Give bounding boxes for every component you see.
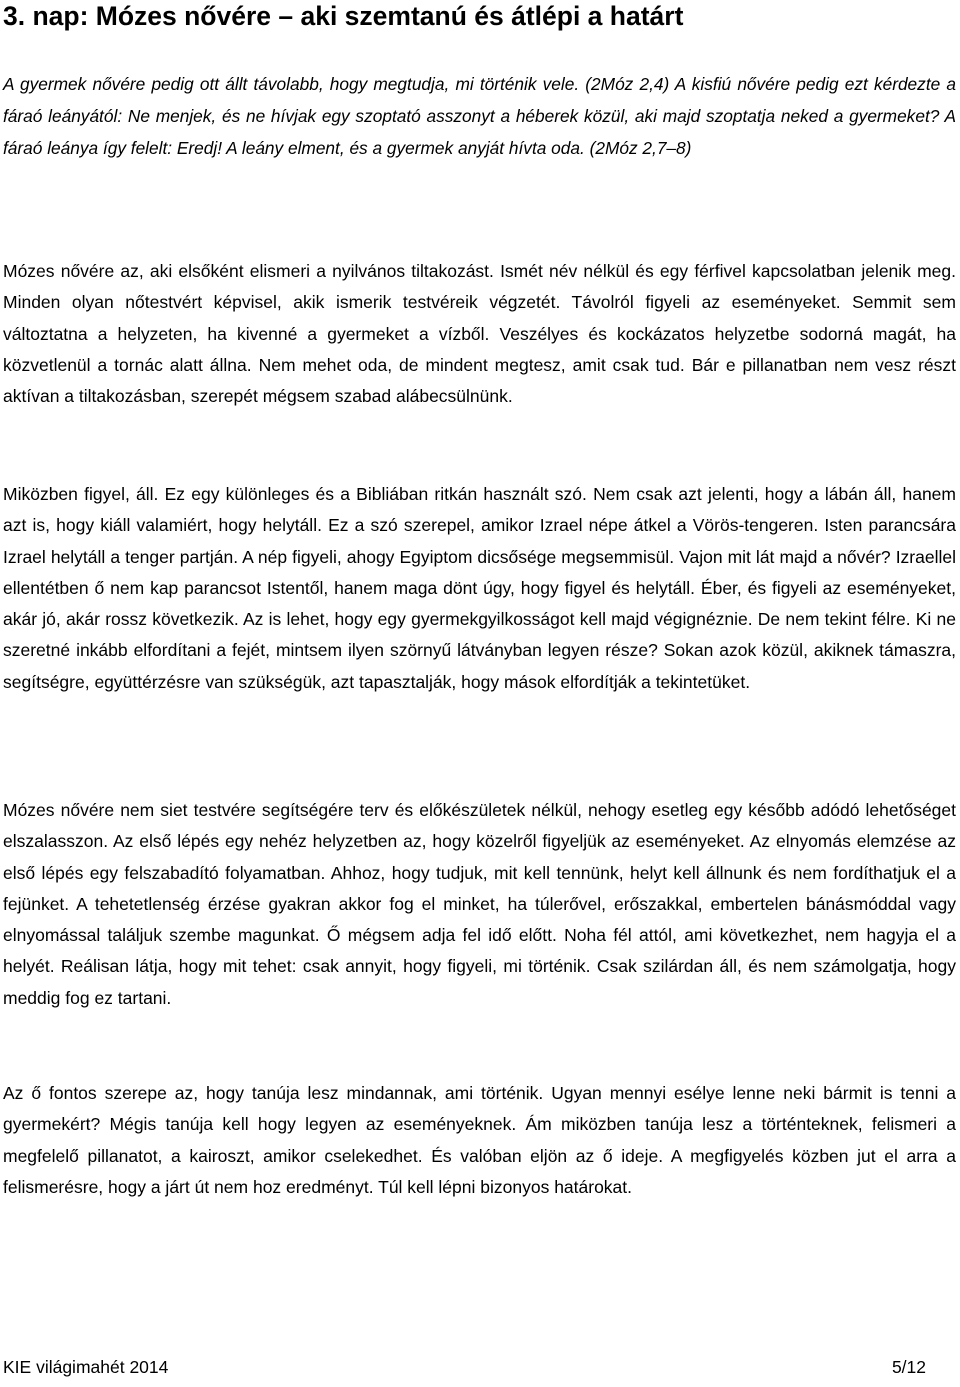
footer-page-number: 5/12 xyxy=(891,1357,926,1377)
body-paragraph-4: Az ő fontos szerepe az, hogy tanúja lesz mindannak, ami történik. Ugyan mennyi esélye lenne neki bármit is tenni a gyermekért? Mégis tanúja kell hogy legyen az eseményeknek. Ám miközben tanúja lesz a történteknek, felismeri a megfelelő pillanatot, a kairoszt, amikor cselekedhet. És valóban eljön az ő ideje. A megfigyelés közben jut el arra a felismerésre, hogy a járt út nem hoz eredményt. Túl kell lépni bizonyos határokat. xyxy=(3,1083,956,1197)
footer-publication: KIE világimahét 2014 xyxy=(3,1357,169,1377)
body-paragraph-2: Miközben figyel, áll. Ez egy különleges és a Bibliában ritkán használt szó. Nem csak azt jelenti, hogy a lábán áll, hanem azt is, hogy kiáll valamiért, hogy helytáll. Ez a szó szerepel, amikor Izrael népe átkel a Vörös-tengeren. Isten parancsára Izrael helytáll a tenger partján. A nép figyeli, ahogy Egyiptom dicsősége megsemmisül. Vajon mit lát majd a nővér? Izraellel ellentétben ő nem kap parancsot Istentől, hanem maga dönt úgy, hogy figyel és helytáll. Éber, és figyeli az eseményeket, akár jó, akár rossz következik. Az is lehet, hogy egy gyermekgyilkosságot kell majd végignéznie. De nem tekint félre. Ki ne szeretné inkább elfordítani a fejét, mintsem ilyen szörnyű látványban legyen része? Sokan azok közül, akiknek támaszra, segítségre, együttérzésre van szükségük, azt tapasztalják, hogy mások elfordítják a tekintetüket. xyxy=(3,484,956,692)
body-paragraph-3: Mózes nővére nem siet testvére segítségére terv és előkészületek nélkül, nehogy esetleg egy később adódó lehetőséget elszalasszon. Az első lépés egy nehéz helyzetben az, hogy közelről figyeljük az eseményeket. Az elnyomás elemzése az első lépés egy felszabadító folyamatban. Ahhoz, hogy tudjuk, mit kell tennünk, helyt kell állnunk és nem fordíthatjuk el a fejünket. A tehetetlenség érzése gyakran akkor fog el minket, ha túlerővel, erőszakkal, embertelen bánásmóddal vagy elnyomással találjuk szembe magunkat. Ő mégsem adja fel idő előtt. Noha fél attól, ami következhet, nem hagyja el a helyét. Reálisan látja, hogy mit tehet: csak annyit, hogy figyeli, mi történik. Csak szilárdan áll, és nem számolgatja, hogy meddig fog ez tartani. xyxy=(3,800,956,1008)
page-title: 3. nap: Mózes nővére – aki szemtanú és átlépi a határt xyxy=(3,1,684,31)
body-paragraph-1: Mózes nővére az, aki elsőként elismeri a nyilvános tiltakozást. Ismét név nélkül és egy férfivel kapcsolatban jelenik meg. Minden olyan nőtestvért képvisel, akik ismerik testvéreik végzetét. Távolról figyeli az eseményeket. Semmit sem változtatna a helyzeten, ha kivenné a gyermeket a vízből. Veszélyes és kockázatos helyzetbe sodorná magát, ha közvetlenül a tornác alatt állna. Nem mehet oda, de mindent megtesz, amit csak tud. Bár e pillanatban nem vesz részt aktívan a tiltakozásban, szerepét mégsem szabad alábecsülnünk. xyxy=(3,261,956,407)
scripture-quote: A gyermek nővére pedig ott állt távolabb, hogy megtudja, mi történik vele. (2Móz 2,4) A kisfiú nővére pedig ezt kérdezte a fáraó leányától: Ne menjek, és ne hívjak egy szoptató asszonyt a héberek közül, aki majd szoptatja neked a gyermeket? A fáraó leánya így felelt: Eredj! A leány elment, és a gyermek anyját hívta oda. (2Móz 2,7–8) xyxy=(3,74,956,158)
